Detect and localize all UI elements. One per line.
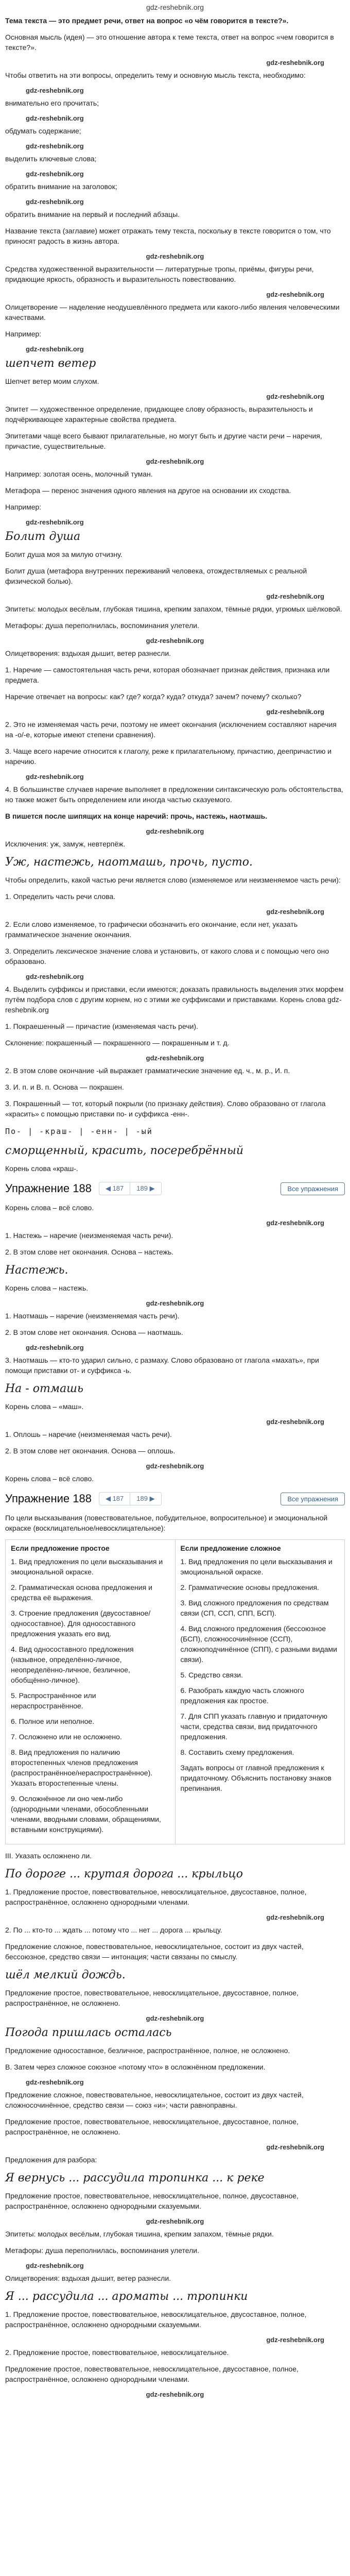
watermark: gdz-reshebnik.org bbox=[26, 2262, 84, 2269]
watermark: gdz-reshebnik.org bbox=[26, 345, 84, 353]
paragraph: Эпитеты: молодых весёлым, глубокая тишина, крепким запахом, тёмные рядки, угрюмых шёлковой. bbox=[5, 605, 342, 613]
paragraph: В пишется после шипящих на конце наречий: прочь, настежь, наотмашь. bbox=[5, 812, 268, 820]
paragraph: 1. Покраешенный — причастие (изменяемая часть речи). bbox=[5, 1022, 198, 1030]
paragraph: Корень слова – всё слово. bbox=[5, 1475, 94, 1483]
prev-exercise-button[interactable]: ◀ 187 bbox=[99, 1182, 130, 1195]
watermark: gdz-reshebnik.org bbox=[266, 291, 324, 298]
list-item: выделить ключевые слова; bbox=[5, 155, 97, 163]
handwritten-example: Болит душа bbox=[5, 530, 81, 543]
paragraph: 3. Наотмашь — кто-то ударил сильно, с размаху. Слово образовано от глагола «махать», при помощи приставки от- и суффикса -ь. bbox=[5, 1356, 319, 1375]
handwritten-example: шепчет ветер bbox=[5, 357, 96, 370]
paragraph: Олицетворения: вздыхая дышит, ветер разнесли. bbox=[5, 649, 171, 657]
paragraph: Наречие отвечает на вопросы: как? где? когда? куда? откуда? зачем? почему? сколько? bbox=[5, 692, 302, 701]
watermark: gdz-reshebnik.org bbox=[26, 518, 84, 526]
paragraph: Предложение простое, повествовательное, невосклицательное, двусоставное, полное, распространённое, не осложнено. bbox=[5, 1989, 299, 2007]
paragraph: Корень слова – всё слово. bbox=[5, 1204, 94, 1212]
parsing-table bbox=[5, 1539, 345, 1844]
paragraph: Например: золотая осень, молочный туман. bbox=[5, 470, 153, 478]
watermark: gdz-reshebnik.org bbox=[266, 1418, 324, 1426]
handwritten-example: Настежь. bbox=[5, 1264, 68, 1277]
paragraph: Болит душа (метафора внутренних переживаний человека, отождествляемых с реальной физической болью). bbox=[5, 567, 307, 585]
list-item: 3. Строение предложения (двусоставное/односоставное). Для односоставного предложения указать его вид. bbox=[11, 1609, 151, 1638]
watermark: gdz-reshebnik.org bbox=[146, 2014, 204, 2022]
paragraph: 2. По ... кто-то ... ждать ... потому что ... нет ... дорога ... крыльцу. bbox=[5, 1926, 222, 1934]
watermark: gdz-reshebnik.org bbox=[146, 457, 204, 465]
watermark: gdz-reshebnik.org bbox=[146, 2391, 204, 2398]
list-item: 6. Полное или неполное. bbox=[11, 1717, 95, 1725]
paragraph: 2. Предложение простое, повествовательное, невосклицательное. bbox=[5, 2348, 229, 2357]
complex-sentence-column bbox=[175, 1540, 345, 1844]
paragraph: Основная мысль (идея) — это отношение автора к теме текста, ответ на вопрос «чем говорится в тексте?». bbox=[5, 33, 334, 52]
paragraph: 1. Наотмашь – наречие (неизменяемая часть речи). bbox=[5, 1312, 180, 1320]
paragraph: Эпитет — художественное определение, придающее слову образность, выразительность и подчёркивающее характерные свойства предмета. bbox=[5, 405, 313, 423]
watermark: gdz-reshebnik.org bbox=[146, 1054, 204, 1062]
paragraph: Предложение простое, повествовательное, невосклицательное, двусоставное, полное, распространённое, осложнено однородными членами. bbox=[5, 2365, 299, 2383]
handwritten-example: сморщенный, красить, посеребрённый bbox=[5, 1144, 244, 1157]
paragraph: Например: bbox=[5, 330, 42, 338]
watermark: gdz-reshebnik.org bbox=[266, 708, 324, 716]
handwritten-example: Я вернусь ... рассудила тропинка ... к реке bbox=[5, 2172, 265, 2184]
paragraph: 1. Настежь – наречие (неизменяемая часть речи). bbox=[5, 1231, 173, 1240]
paragraph: Исключения: уж, замуж, невтерпёж. bbox=[5, 840, 126, 848]
paragraph: Предложение простое, повествовательное, невосклицательное, двусоставное, полное, распространённое, не осложнено. bbox=[5, 2117, 299, 2136]
list-item: обратить внимание на заголовок; bbox=[5, 182, 117, 191]
list-item: 7. Для СПП указать главную и придаточную части, средства связи, вид придаточного предложения. bbox=[180, 1712, 327, 1741]
column-header: Если предложение простое bbox=[11, 1544, 110, 1552]
paragraph: Эпитеты: молодых весёлым, глубокая тишина, крепким запахом, тёмные рядки. bbox=[5, 2230, 274, 2238]
paragraph: 2. Это не изменяемая часть речи, поэтому не имеет окончания (исключением составляют наречия на -о/-е, которые имеют степени сравнения). bbox=[5, 720, 337, 739]
site-header[interactable]: gdz-reshebnik.org bbox=[146, 3, 204, 11]
list-item: 9. Осложнённое ли оно чем-либо (однородными членами, обособленными членами, вводными словами, обращениями, вставными конструкциями). bbox=[11, 1794, 161, 1834]
paragraph: Корень слова – «маш». bbox=[5, 1402, 84, 1411]
handwritten-example: По дороге ... крутая дорога ... крыльцо bbox=[5, 1868, 243, 1880]
watermark: gdz-reshebnik.org bbox=[26, 773, 84, 781]
watermark: gdz-reshebnik.org bbox=[146, 2217, 204, 2225]
handwritten-example: Уж, настежь, наотмашь, прочь, пусто. bbox=[5, 856, 253, 869]
watermark: gdz-reshebnik.org bbox=[266, 59, 324, 66]
paragraph: Метафоры: душа переполнилась, воспоминания улетели. bbox=[5, 2246, 199, 2255]
paragraph: В. Затем через сложное союзное «потому что» в осложнённом предложении. bbox=[5, 2063, 266, 2071]
paragraph: 3. И. п. и В. п. Основа — покрашен. bbox=[5, 1083, 124, 1091]
watermark: gdz-reshebnik.org bbox=[146, 252, 204, 260]
watermark: gdz-reshebnik.org bbox=[26, 114, 84, 122]
paragraph: 3. Определить лексическое значение слова и установить, от какого слова и с помощью чего оно образовано. bbox=[5, 947, 329, 965]
watermark: gdz-reshebnik.org bbox=[146, 637, 204, 645]
list-item: обратить внимание на первый и последний абзацы. bbox=[5, 210, 180, 218]
paragraph: 1. Оплошь – наречие (неизменяемая часть речи). bbox=[5, 1430, 172, 1438]
paragraph: 4. В большинстве случаев наречие выполняет в предложении синтаксическую роль обстоятельства, но также может быть определением или иногда частью сказуемого. bbox=[5, 785, 343, 804]
paragraph: 1. Предложение простое, повествовательное, невосклицательное, двусоставное, полное, распространённое, осложнено однородными членами. bbox=[5, 1888, 307, 1906]
list-item: 1. Вид предложения по цели высказывания и эмоциональной окраске. bbox=[180, 1557, 332, 1576]
paragraph: Предложение односоставное, безличное, распространённое, полное, не осложнено. bbox=[5, 2046, 290, 2055]
list-item: 8. Составить схему предложения. bbox=[180, 1748, 294, 1756]
exercise-nav bbox=[99, 1182, 162, 1195]
handwritten-example: Погода пришлась осталась bbox=[5, 2026, 172, 2039]
paragraph: Корень слова – настежь. bbox=[5, 1284, 89, 1292]
watermark: gdz-reshebnik.org bbox=[26, 87, 84, 94]
section-title: Упражнение 188 bbox=[5, 1492, 92, 1505]
list-item: 8. Вид предложения по наличию второстепенных членов предложения (распространённое/нераспространённое). Указать второстепенные члены. bbox=[11, 1748, 153, 1787]
content bbox=[0, 12, 350, 2399]
paragraph: 1. Наречие — самостоятельная часть речи, которая обозначает признак действия, признака или предмета. bbox=[5, 666, 330, 684]
handwritten-example: Я ... рассудила ... ароматы ... тропинки bbox=[5, 2290, 248, 2303]
list-item: обдумать содержание; bbox=[5, 127, 81, 135]
paragraph: Олицетворения: вздыхая дышит, ветер разнесли. bbox=[5, 2274, 171, 2282]
paragraph: Предложение сложное, повествовательное, невосклицательное, состоит из двух частей, бессоюзное, средство связи — интонация; части связаны по смыслу. bbox=[5, 1942, 304, 1961]
prev-exercise-button[interactable]: ◀ 187 bbox=[99, 1493, 130, 1505]
list-item: 1. Вид предложения по цели высказывания и эмоциональной окраске. bbox=[11, 1557, 163, 1576]
paragraph: 4. Выделить суффиксы и приставки, если имеются; доказать правильность выделения этих морфем путём подбора слов с другим корнем, но с этими же суффиксами и приставками. Корень слова gdz-reshebnik.org bbox=[5, 985, 344, 1014]
paragraph: Например: bbox=[5, 503, 42, 511]
paragraph: Склонение: покрашенный — покрашенного — покрашенным и т. д. bbox=[5, 1039, 230, 1047]
watermark: gdz-reshebnik.org bbox=[26, 142, 84, 150]
watermark: gdz-reshebnik.org bbox=[26, 1344, 84, 1351]
paragraph: Предложение простое, повествовательное, невосклицательное, полное, двусоставное, распространённое, осложнено однородными сказуемыми. bbox=[5, 2192, 299, 2210]
paragraph: Предложения для разбора: bbox=[5, 2156, 97, 2164]
handwritten-example: шёл мелкий дождь. bbox=[5, 1969, 126, 1981]
next-exercise-button[interactable]: 189 ▶ bbox=[136, 1184, 155, 1192]
paragraph: Метафора — перенос значения одного явления на другое на основании их сходства. bbox=[5, 486, 291, 495]
paragraph: 3. Чаще всего наречие относится к глаголу, реже к прилагательному, причастию, деепричастию и наречию. bbox=[5, 747, 332, 766]
list-item: 6. Разобрать каждую часть сложного предложения как простое. bbox=[180, 1686, 304, 1705]
exercise-nav bbox=[99, 1492, 162, 1505]
section-header bbox=[5, 1490, 345, 1507]
section-title: Упражнение 188 bbox=[5, 1182, 92, 1195]
watermark: gdz-reshebnik.org bbox=[146, 1462, 204, 1470]
paragraph: Метафоры: душа переполнилась, воспоминания улетели. bbox=[5, 621, 199, 630]
paragraph: Чтобы ответить на эти вопросы, определить тему и основную мысль текста, необходимо: bbox=[5, 71, 306, 79]
paragraph: Тема текста — это предмет речи, ответ на вопрос «о чём говорится в тексте?». bbox=[5, 16, 289, 25]
list-item: 5. Средство связи. bbox=[180, 1671, 243, 1679]
handwritten-example: На - отмашь bbox=[5, 1382, 84, 1395]
watermark: gdz-reshebnik.org bbox=[146, 827, 204, 835]
paragraph: Название текста (заглавие) может отражать тему текста, поскольку в тексте говорится о том, что приносят радость в жизнь автора. bbox=[5, 227, 331, 245]
list-item: внимательно его прочитать; bbox=[5, 99, 99, 107]
paragraph: Эпитетами чаще всего бывают прилагательные, но могут быть и другие части речи – наречия, причастие, существительные. bbox=[5, 432, 322, 450]
list-item: 3. Вид сложного предложения по средствам связи (СП, ССП, СПП, БСП). bbox=[180, 1599, 329, 1617]
paragraph: Корень слова «краш-. bbox=[5, 1164, 78, 1173]
paragraph: Болит душа моя за милую отчизну. bbox=[5, 550, 122, 558]
list-item: Задать вопросы от главной предложения к придаточному. Объяснить постановку знаков препинания. bbox=[180, 1764, 331, 1792]
list-item: 4. Вид односоставного предложения (назывное, определённо-личное, неопределённо-личное, безличное, обобщённо-личное). bbox=[11, 1645, 134, 1684]
simple-sentence-column bbox=[6, 1540, 175, 1844]
paragraph: Олицетворение — наделение неодушевлённого предмета или какого-либо явления человеческими качествами. bbox=[5, 303, 340, 321]
watermark: gdz-reshebnik.org bbox=[266, 592, 324, 600]
watermark: gdz-reshebnik.org bbox=[26, 198, 84, 206]
paragraph: Предложение сложное, повествовательное, невосклицательное, состоит из двух частей, сложносочинённое, средство связи — союз «и»; части равноправны. bbox=[5, 2091, 304, 2109]
watermark: gdz-reshebnik.org bbox=[146, 1299, 204, 1307]
all-exercises-button[interactable]: Все упражнения bbox=[281, 1493, 345, 1505]
paragraph: 2. Если слово изменяемое, то графически обозначить его окончание, если нет, указать грамматическое значение окончания. bbox=[5, 920, 298, 939]
watermark: gdz-reshebnik.org bbox=[26, 973, 84, 980]
column-header: Если предложение сложное bbox=[180, 1544, 281, 1552]
paragraph: 2. В этом слове нет окончания. Основа – настежь. bbox=[5, 1248, 174, 1256]
watermark: gdz-reshebnik.org bbox=[266, 2143, 324, 2151]
paragraph: 1. Определить часть речи слова. bbox=[5, 892, 116, 901]
paragraph: 3. Покрашенный — тот, который покрыли (по признаку действия). Слово образовано от глагола «красить» с помощью приставки по- и суффикса -енн-. bbox=[5, 1099, 326, 1118]
paragraph: По цели высказывания (повествовательное, побудительное, вопросительное) и эмоциональной окраске (восклицательное/невосклицательное): bbox=[5, 1514, 328, 1532]
section-header bbox=[5, 1180, 345, 1197]
watermark: gdz-reshebnik.org bbox=[266, 1219, 324, 1227]
watermark: gdz-reshebnik.org bbox=[266, 908, 324, 916]
paragraph: 2. В этом слове окончание -ый выражает грамматические значение ед. ч., м. р., И. п. bbox=[5, 1066, 290, 1075]
paragraph: Чтобы определить, какой частью речи является слово (изменяемое или неизменяемое часть речи): bbox=[5, 876, 341, 884]
paragraph: 2. В этом слове нет окончания. Основа — наотмашь. bbox=[5, 1328, 183, 1336]
next-exercise-button[interactable]: 189 ▶ bbox=[136, 1495, 155, 1502]
watermark: gdz-reshebnik.org bbox=[266, 1913, 324, 1921]
watermark: gdz-reshebnik.org bbox=[26, 170, 84, 178]
watermark: gdz-reshebnik.org bbox=[266, 2336, 324, 2344]
list-item: 7. Осложнено или не осложнено. bbox=[11, 1733, 122, 1741]
paragraph: 1. Предложение простое, повествовательное, невосклицательное, двусоставное, полное, распространённое, осложнено однородными сказуемыми. bbox=[5, 2310, 307, 2329]
list-item: 5. Распространённое или нераспространённое. bbox=[11, 1691, 96, 1710]
paragraph: 2. В этом слове нет окончания. Основа — оплошь. bbox=[5, 1447, 176, 1455]
paragraph: III. Указать осложнено ли. bbox=[5, 1852, 92, 1860]
watermark: gdz-reshebnik.org bbox=[26, 2078, 84, 2086]
all-exercises-button[interactable]: Все упражнения bbox=[281, 1182, 345, 1195]
paragraph: Шепчет ветер моим слухом. bbox=[5, 377, 99, 385]
list-item: 2. Грамматические основы предложения. bbox=[180, 1583, 319, 1591]
morpheme-scheme: По- | -краш- | -енн- | -ый bbox=[5, 1127, 153, 1136]
paragraph: Средства художественной выразительности — литературные тропы, приёмы, фигуры речи, придающие яркость, образность и выразительность повествованию. bbox=[5, 265, 314, 283]
list-item: 2. Грамматическая основа предложения и средства её выражения. bbox=[11, 1583, 152, 1602]
watermark: gdz-reshebnik.org bbox=[266, 393, 324, 400]
list-item: 4. Вид сложного предложения (бессоюзное (БСП), сложносочинённое (ССП), сложноподчинённое (СПП), с разными видами связи). bbox=[180, 1624, 337, 1664]
